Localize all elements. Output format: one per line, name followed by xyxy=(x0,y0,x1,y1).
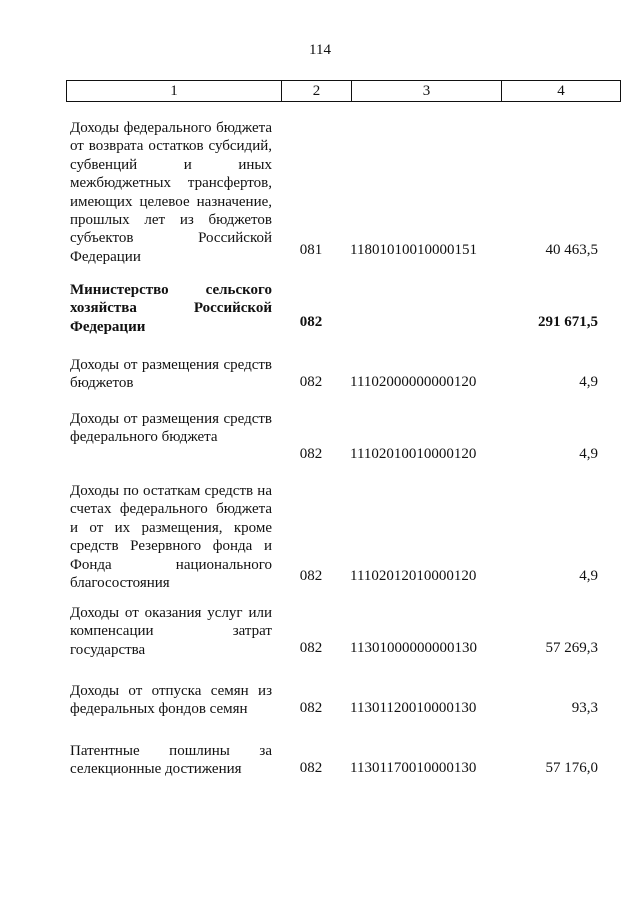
row-code: 082 xyxy=(299,699,323,716)
row-kbk: 11102000000000120 xyxy=(350,373,477,390)
table-row xyxy=(0,743,640,777)
row-name: Доходы от размещения средств бюджетов xyxy=(70,357,272,392)
row-name: Патентные пошлины за селекционные достижения xyxy=(70,743,272,778)
row-amount: 57 176,0 xyxy=(545,759,598,776)
table-row xyxy=(0,119,640,265)
table-row xyxy=(0,483,640,592)
row-kbk: 11301170010000130 xyxy=(350,759,477,776)
row-name: Министерство сельского хозяйства Российской Федерации xyxy=(70,282,272,335)
row-code: 082 xyxy=(299,373,323,390)
header-col-1: 1 xyxy=(67,81,282,101)
row-code: 082 xyxy=(299,313,323,330)
row-amount: 57 269,3 xyxy=(545,639,598,656)
table-header xyxy=(66,80,621,102)
row-name: Доходы от отпуска семян из федеральных фондов семян xyxy=(70,683,272,718)
row-amount: 93,3 xyxy=(571,699,598,716)
header-col-4: 4 xyxy=(557,82,565,99)
row-kbk: 11102012010000120 xyxy=(350,567,477,584)
row-kbk: 11301120010000130 xyxy=(350,699,477,716)
row-name: Доходы по остаткам средств на счетах федерального бюджета и от их размещения, кроме средств Резервного фонда и Фонда национального благосостояния xyxy=(70,483,272,592)
header-col-3: 3 xyxy=(352,81,502,101)
row-kbk: 11301000000000130 xyxy=(350,639,477,656)
row-code: 082 xyxy=(299,759,323,776)
row-code: 082 xyxy=(299,567,323,584)
row-amount: 40 463,5 xyxy=(545,241,598,258)
row-code: 082 xyxy=(299,639,323,656)
page-number: 114 xyxy=(309,42,331,58)
row-amount: 4,9 xyxy=(579,373,598,390)
row-kbk: 11102010010000120 xyxy=(350,445,477,462)
row-amount: 291 671,5 xyxy=(538,313,598,330)
table-row xyxy=(0,605,640,657)
row-name: Доходы от размещения средств федерального бюджета xyxy=(70,411,272,446)
row-name: Доходы федерального бюджета от возврата остатков субсидий, субвенций и иных межбюджетных трансфертов, имеющих целевое назначение, прошлых лет из бюджетов субъектов Российской Федерации xyxy=(70,120,272,265)
row-kbk: 11801010010000151 xyxy=(350,241,477,258)
table-row xyxy=(0,683,640,717)
row-amount: 4,9 xyxy=(579,445,598,462)
row-name: Доходы от оказания услуг или компенсации затрат государства xyxy=(70,605,272,658)
table-row xyxy=(0,282,640,335)
table-row xyxy=(0,357,640,391)
header-col-2: 2 xyxy=(282,81,352,101)
row-amount: 4,9 xyxy=(579,567,598,584)
table-row xyxy=(0,411,640,463)
row-code: 081 xyxy=(299,241,323,258)
row-code: 082 xyxy=(299,445,323,462)
